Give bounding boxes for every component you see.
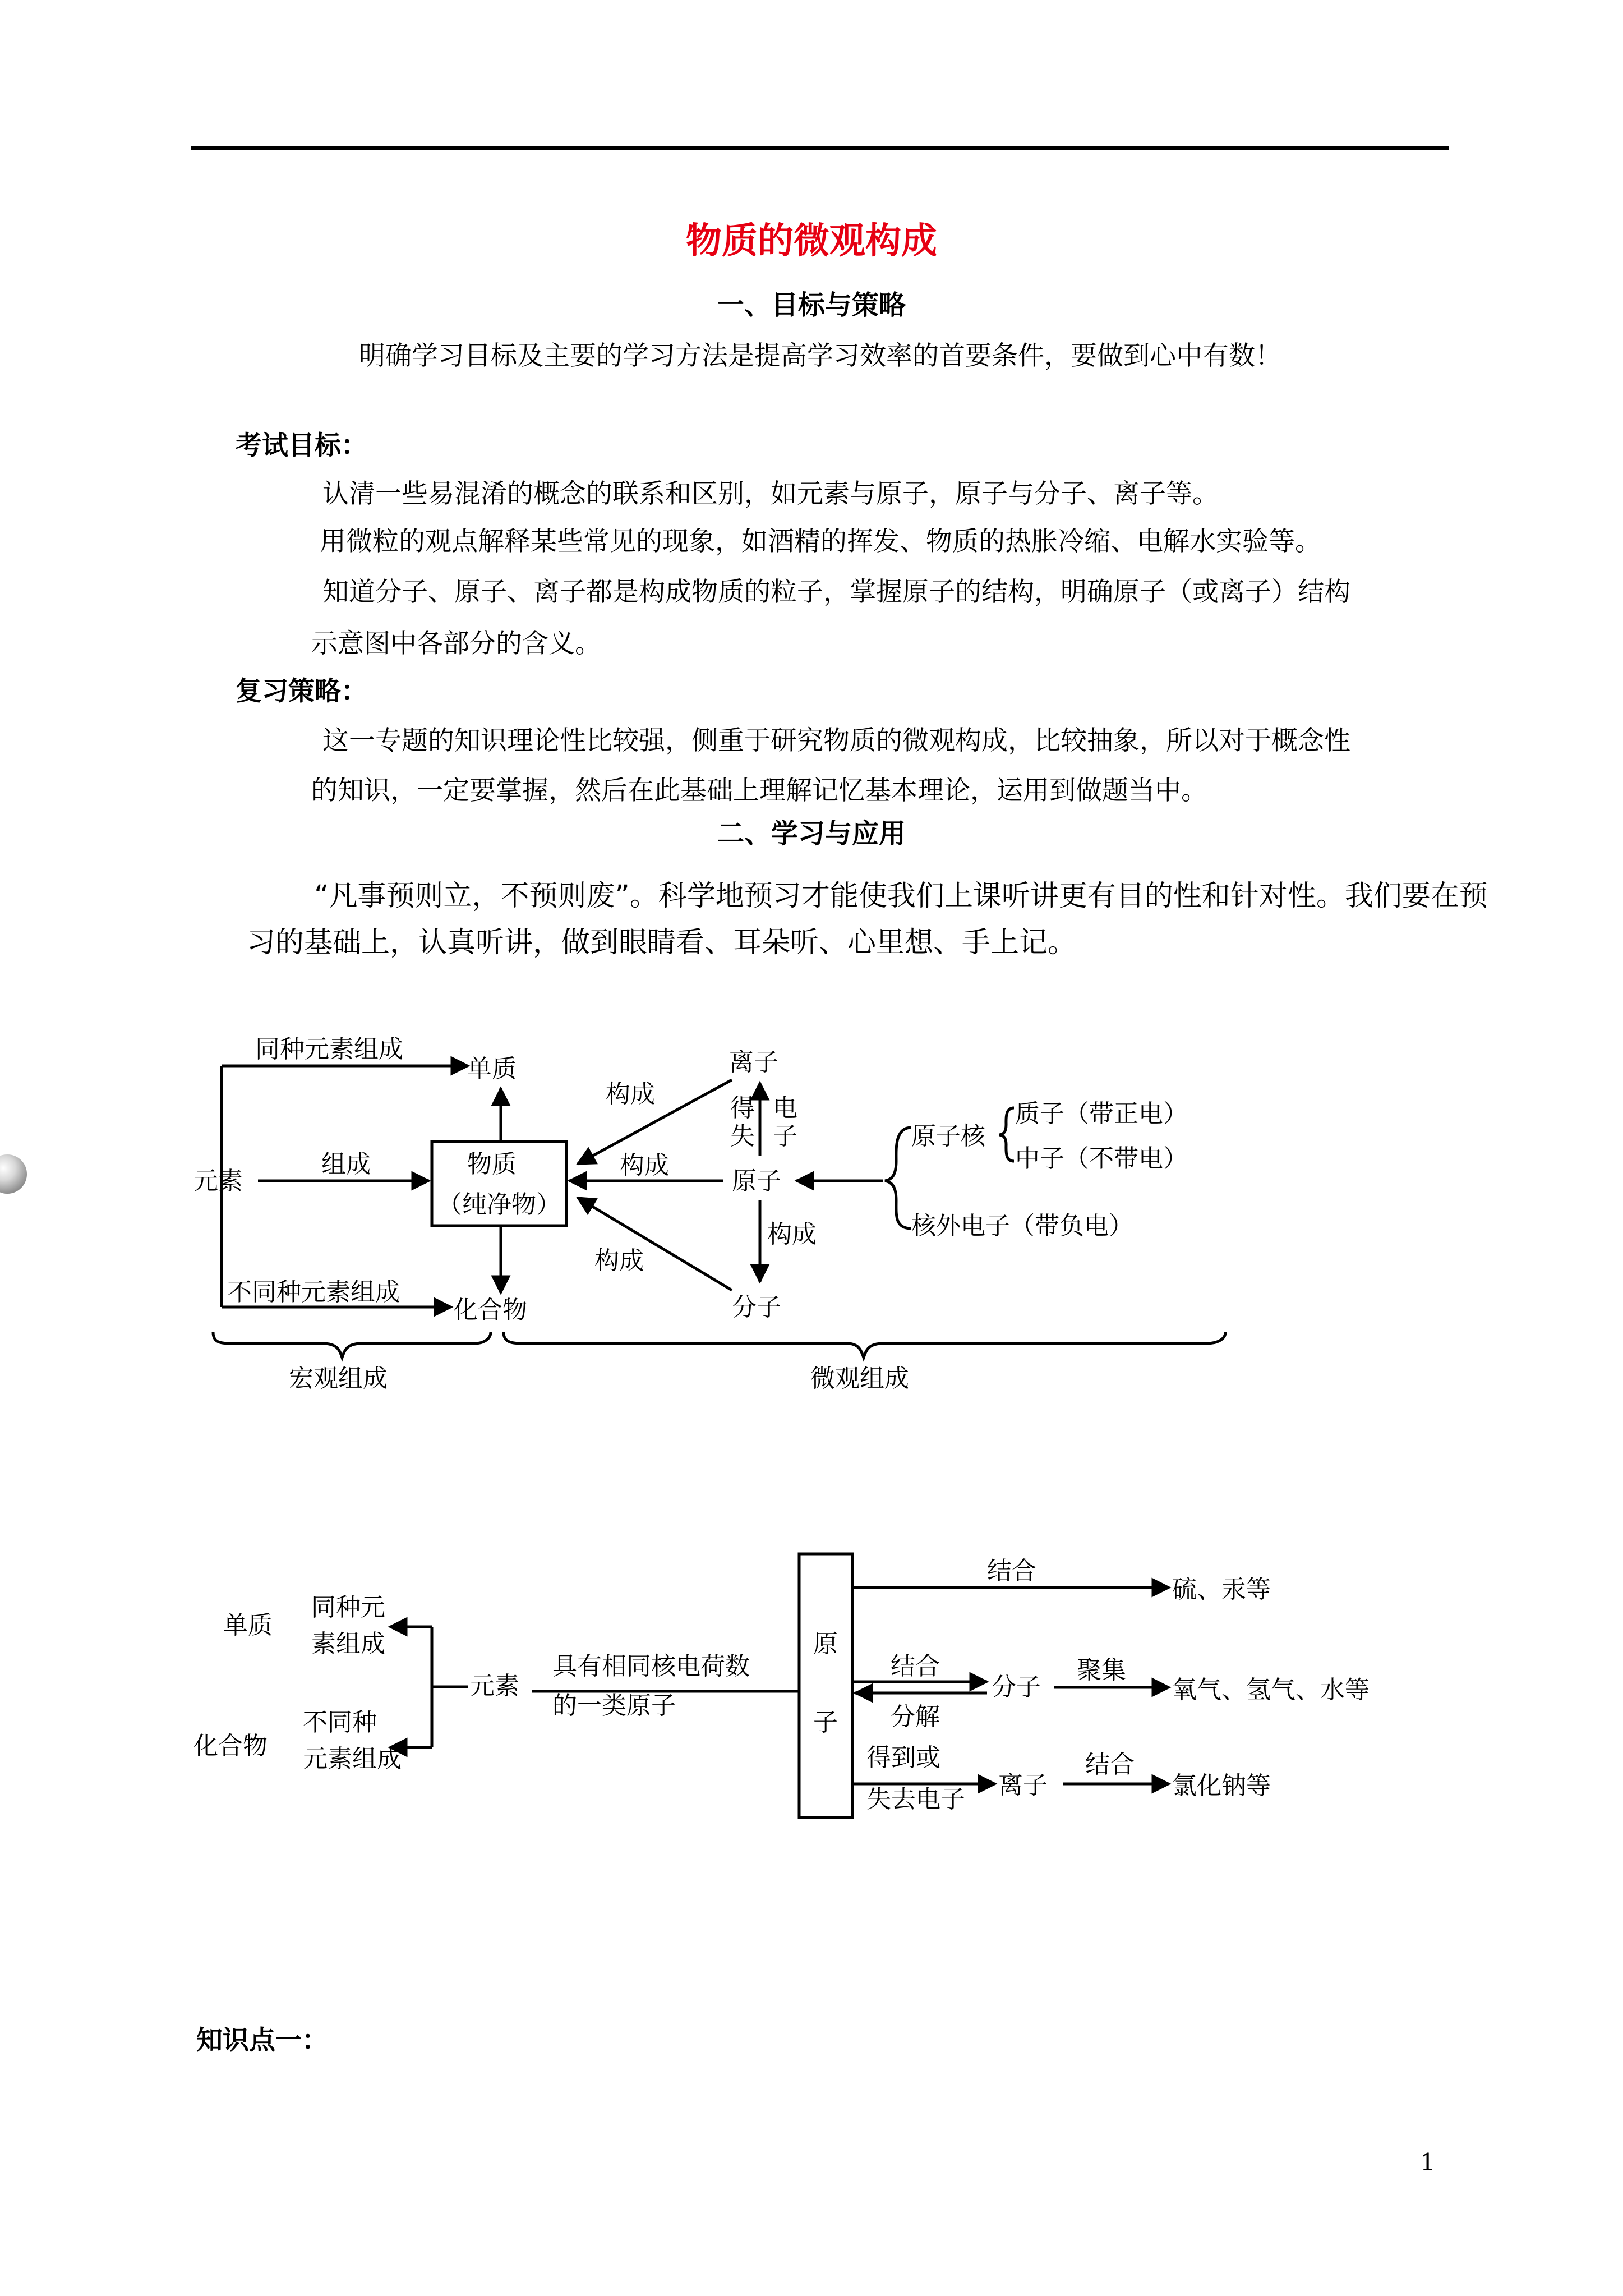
d2-def-1: 具有相同核电荷数 <box>552 1652 750 1681</box>
d1-electron-1: 电 <box>773 1094 797 1122</box>
d1-gain: 得 <box>730 1094 755 1122</box>
d1-compose: 组成 <box>321 1150 371 1179</box>
quote-line-2: 习的基础上，认真听讲，做到眼睛看、耳朵听、心里想、手上记。 <box>247 926 1077 959</box>
section1-heading: 一、目标与策略 <box>717 289 906 321</box>
quote-line-1: “凡事预则立，不预则废”。科学地预习才能使我们上课听讲更有目的性和针对性。我们要在预 <box>314 880 1488 913</box>
d2-gain-2: 失去电子 <box>866 1785 965 1814</box>
d2-combine-mid: 结合 <box>891 1652 940 1681</box>
d1-proton: 质子（带正电） <box>1015 1099 1188 1128</box>
d1-construct-atom: 构成 <box>620 1151 669 1180</box>
d1-lose: 失 <box>730 1122 755 1151</box>
d2-atom-1: 原 <box>813 1630 838 1658</box>
d1-compound: 化合物 <box>453 1296 527 1324</box>
d1-outer-electron: 核外电子（带负电） <box>911 1212 1133 1240</box>
d1-substance: 物质 <box>467 1150 517 1179</box>
d1-micro: 微观组成 <box>810 1364 909 1393</box>
d1-construct-down: 构成 <box>767 1220 817 1249</box>
d1-molecule: 分子 <box>732 1293 781 1322</box>
d2-element: 元素 <box>470 1672 519 1700</box>
d2-gain-1: 得到或 <box>866 1743 940 1772</box>
review-line-1: 这一专题的知识理论性比较强，侧重于研究物质的微观构成，比较抽象，所以对于概念性 <box>322 725 1350 756</box>
d2-gases: 氧气、氢气、水等 <box>1172 1676 1370 1704</box>
d1-pure-substance: （纯净物） <box>437 1190 561 1219</box>
d2-ion: 离子 <box>998 1771 1048 1800</box>
exam-goals-label: 考试目标： <box>236 430 367 461</box>
d1-construct-ion: 构成 <box>606 1080 655 1108</box>
d2-atom-2: 子 <box>813 1708 838 1737</box>
d2-same-1: 同种元 <box>311 1593 385 1622</box>
d2-aggregate: 聚集 <box>1077 1656 1126 1685</box>
d2-decompose: 分解 <box>891 1703 940 1731</box>
d1-simple-substance: 单质 <box>467 1055 517 1083</box>
d1-element: 元素 <box>193 1167 243 1195</box>
review-label: 复习策略： <box>236 676 367 707</box>
d2-compound: 化合物 <box>193 1732 268 1760</box>
section1-intro: 明确学习目标及主要的学习方法是提高学习效率的首要条件，要做到心中有数！ <box>359 341 1281 371</box>
d2-diff-2: 元素组成 <box>303 1745 402 1773</box>
d1-macro: 宏观组成 <box>289 1364 388 1393</box>
knowledge-point-label: 知识点一： <box>196 2025 328 2056</box>
d1-ion: 离子 <box>729 1048 778 1076</box>
d2-simple-substance: 单质 <box>223 1611 273 1640</box>
d2-molecule: 分子 <box>992 1673 1041 1701</box>
exam-goal-1: 认清一些易混淆的概念的联系和区别，如元素与原子，原子与分子、离子等。 <box>322 478 1219 509</box>
d2-combine-top: 结合 <box>987 1557 1036 1585</box>
d2-sodium-chloride: 氯化钠等 <box>1172 1772 1271 1800</box>
exam-goal-3-cont: 示意图中各部分的含义。 <box>311 628 601 659</box>
d1-atom: 原子 <box>732 1167 781 1195</box>
page-title: 物质的微观构成 <box>686 220 937 262</box>
exam-goal-2: 用微粒的观点解释某些常见的现象，如酒精的挥发、物质的热胀冷缩、电解水实验等。 <box>320 526 1321 557</box>
d2-same-2: 素组成 <box>311 1630 385 1658</box>
d1-same-element: 同种元素组成 <box>255 1035 403 1064</box>
section2-heading: 二、学习与应用 <box>717 818 906 849</box>
d1-electron-2: 子 <box>773 1122 797 1151</box>
d1-neutron: 中子（不带电） <box>1015 1144 1188 1173</box>
d1-nucleus: 原子核 <box>911 1122 985 1151</box>
exam-goal-3: 知道分子、原子、离子都是构成物质的粒子，掌握原子的结构，明确原子（或离子）结构 <box>322 577 1350 608</box>
d2-combine-bot: 结合 <box>1085 1750 1135 1779</box>
d2-sulfur-mercury: 硫、汞等 <box>1172 1575 1271 1604</box>
page-number: 1 <box>1420 2148 1435 2176</box>
d1-construct-molecule: 构成 <box>594 1246 644 1275</box>
review-line-2: 的知识，一定要掌握，然后在此基础上理解记忆基本理论，运用到做题当中。 <box>311 775 1207 806</box>
d2-diff-1: 不同种 <box>303 1708 377 1737</box>
d1-diff-element: 不同种元素组成 <box>227 1278 400 1306</box>
d2-def-2: 的一类原子 <box>552 1691 676 1720</box>
